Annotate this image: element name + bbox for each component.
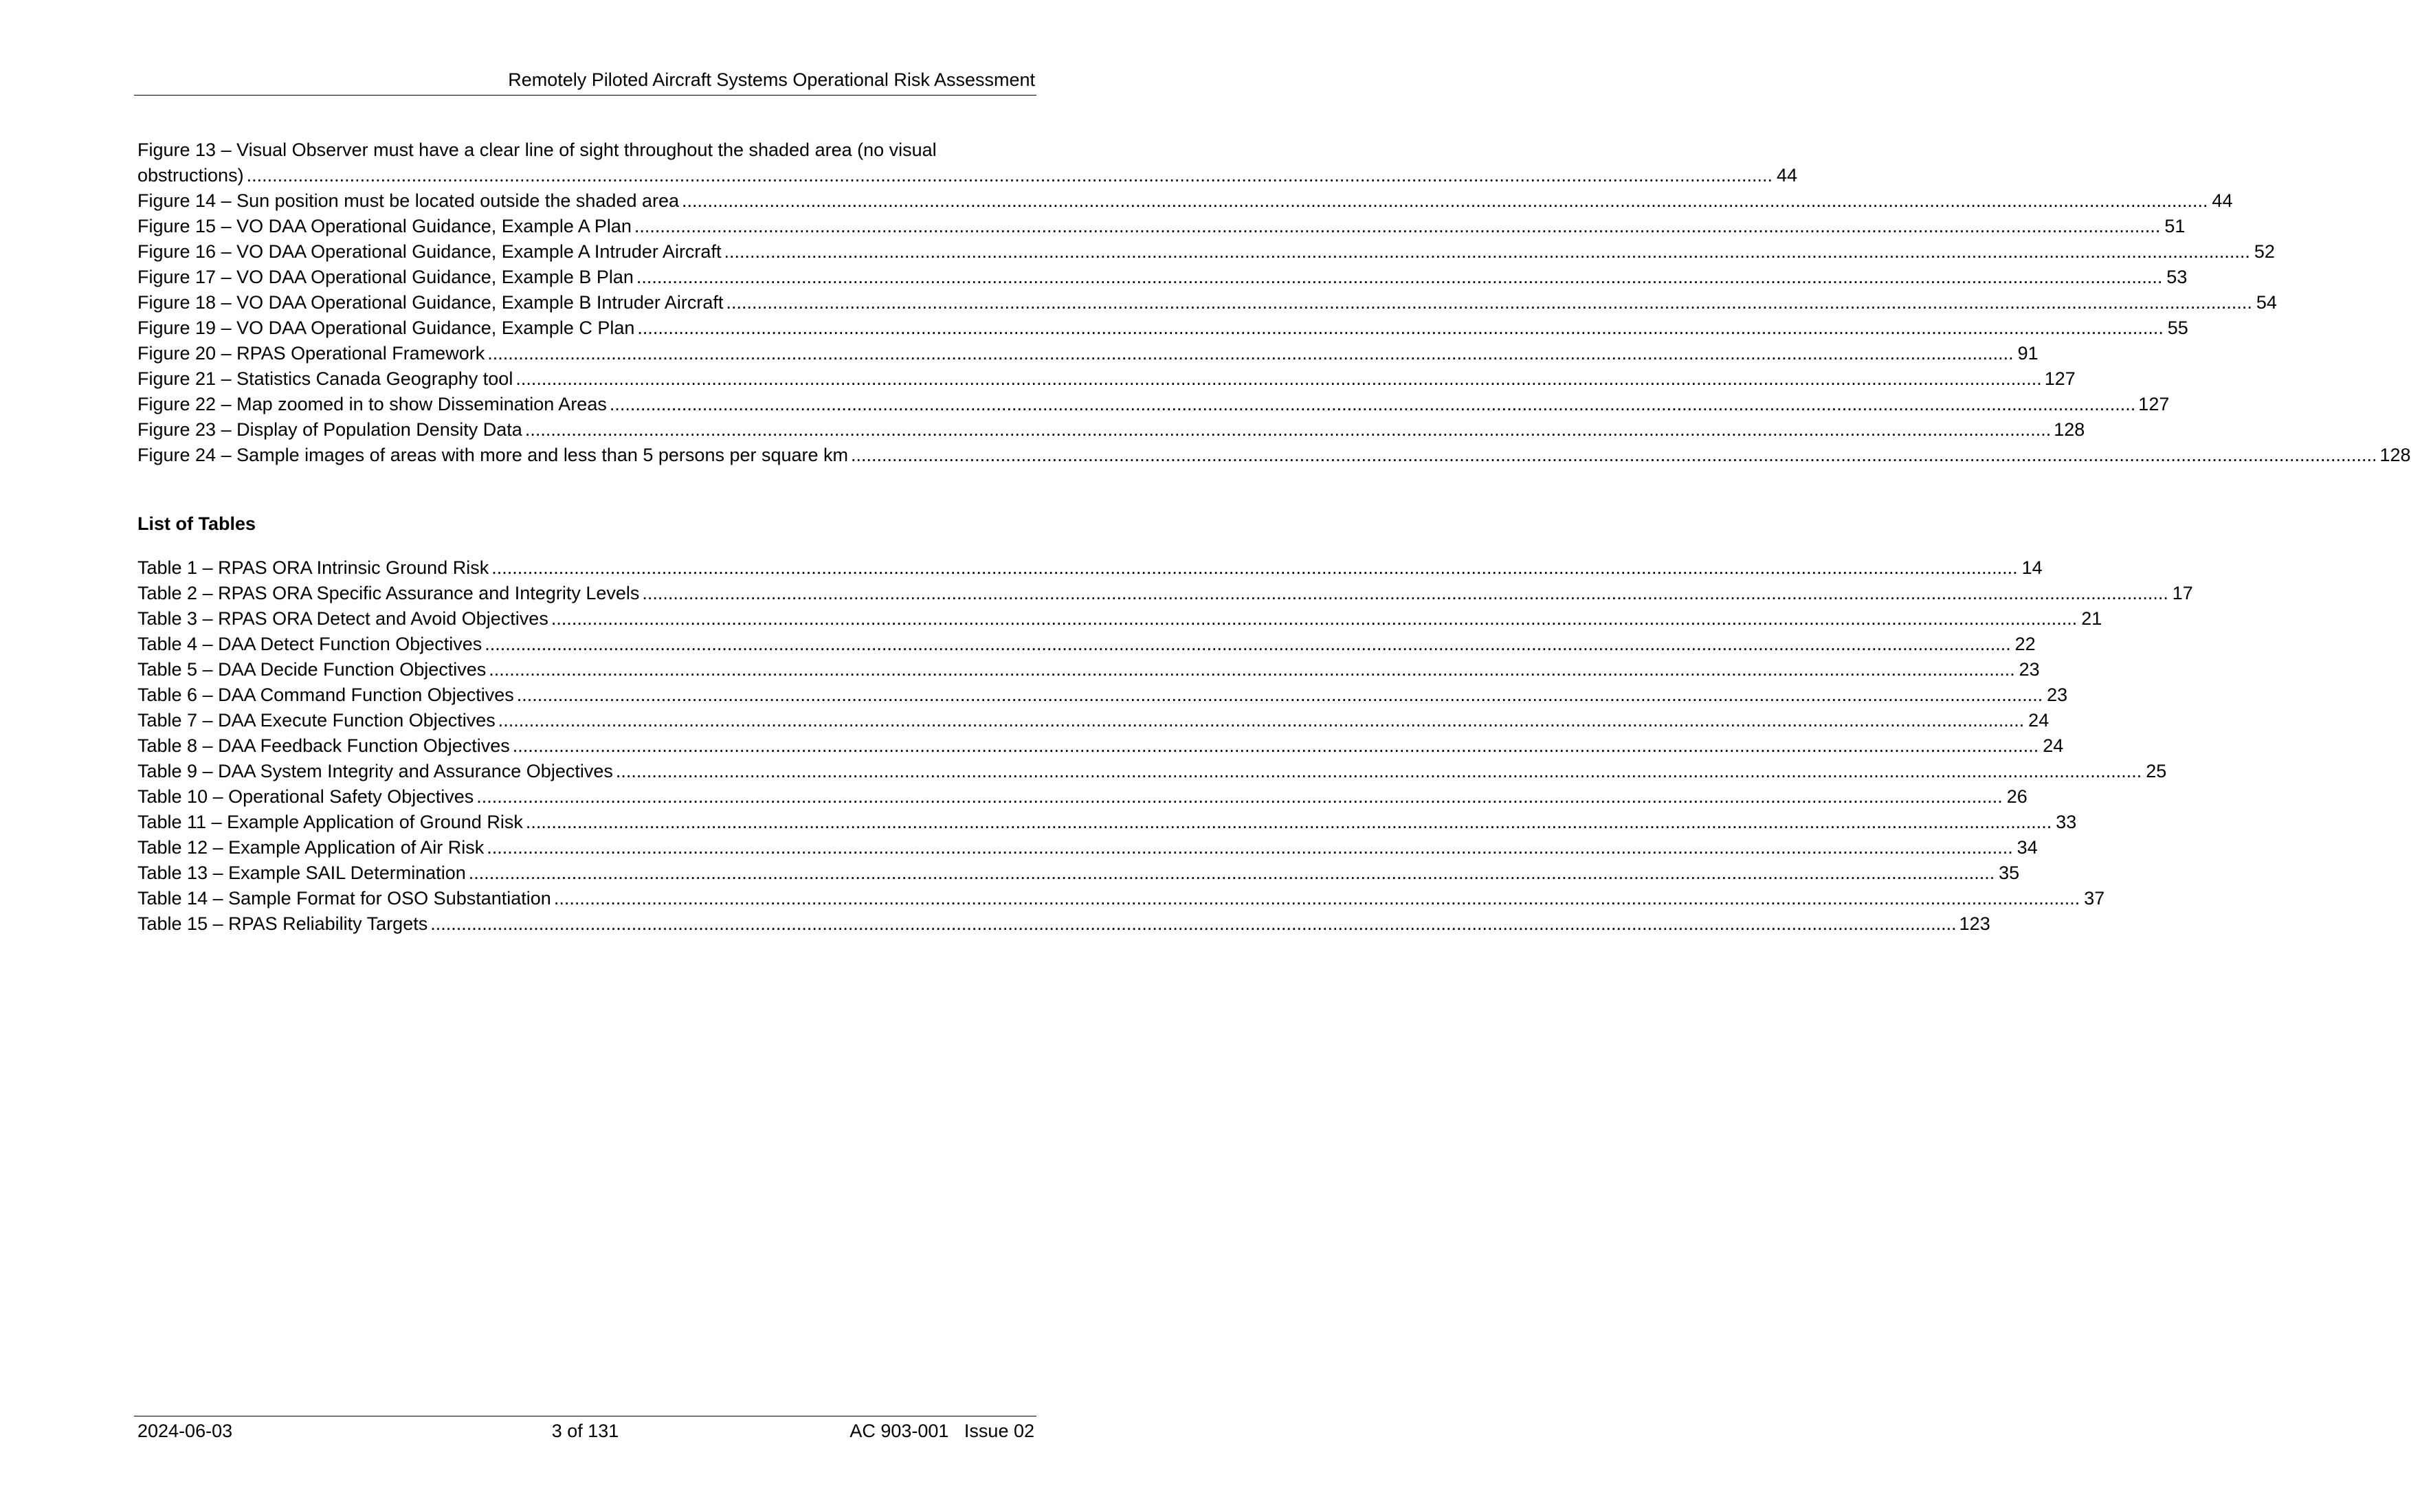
toc-entry-page: 55 xyxy=(2167,318,2188,338)
toc-entry-text: Table 2 – RPAS ORA Specific Assurance and Integrity Levels xyxy=(137,583,640,603)
toc-entry-text: Figure 21 – Statistics Canada Geography tool xyxy=(137,368,513,389)
dot-leader xyxy=(515,366,2041,392)
footer-document-id: AC 903-001 Issue 02 xyxy=(849,1421,1034,1441)
toc-entry-page: 23 xyxy=(2047,685,2068,705)
toc-entry-text: Table 9 – DAA System Integrity and Assurance Objectives xyxy=(137,761,613,781)
toc-entry-table[interactable] xyxy=(137,835,2038,860)
toc-entry-table[interactable] xyxy=(137,708,2049,733)
toc-entry-figure[interactable] xyxy=(137,392,2170,417)
dot-leader xyxy=(526,810,2052,835)
dot-leader xyxy=(498,708,2024,733)
toc-entry-page: 54 xyxy=(2256,292,2277,313)
dot-leader xyxy=(616,759,2142,784)
toc-entry-page: 23 xyxy=(2019,659,2040,680)
toc-entry-text: Figure 19 – VO DAA Operational Guidance, Example C Plan xyxy=(137,318,635,338)
dot-leader xyxy=(491,555,2017,581)
dot-leader xyxy=(517,682,2043,708)
toc-entry-text: Table 6 – DAA Command Function Objectives xyxy=(137,685,514,705)
dot-leader xyxy=(636,265,2162,290)
toc-entry-text: Table 12 – Example Application of Air Risk xyxy=(137,837,485,858)
toc-entry-text: Figure 20 – RPAS Operational Framework xyxy=(137,343,485,364)
toc-entry-page: 37 xyxy=(2084,888,2105,909)
list-of-tables-heading: List of Tables xyxy=(137,513,256,534)
dot-leader xyxy=(642,581,2168,606)
toc-entry-page: 44 xyxy=(1776,165,1798,186)
dot-leader xyxy=(513,733,2038,759)
dot-leader xyxy=(637,315,2163,341)
toc-entry-figure[interactable] xyxy=(137,417,2085,443)
toc-entry-text: Figure 22 – Map zoomed in to show Dissemination Areas xyxy=(137,394,607,414)
toc-entry-table[interactable] xyxy=(137,886,2105,911)
dot-leader xyxy=(489,657,2014,682)
dot-leader xyxy=(430,911,1956,937)
toc-entry-page: 53 xyxy=(2166,267,2188,287)
dot-leader xyxy=(487,341,2013,366)
toc-entry-page: 24 xyxy=(2043,735,2064,756)
toc-entry-figure[interactable] xyxy=(137,214,2186,239)
toc-entry-text: Figure 24 – Sample images of areas with more and less than 5 persons per square km xyxy=(137,445,849,465)
toc-entry-figure[interactable] xyxy=(137,137,1798,188)
toc-entry-text: Figure 14 – Sun position must be located outside the shaded area xyxy=(137,190,680,211)
toc-entry-page: 26 xyxy=(2006,786,2027,807)
header-title: Remotely Piloted Aircraft Systems Operational Risk Assessment xyxy=(508,69,1035,90)
dot-leader xyxy=(634,214,2160,239)
toc-entry-table[interactable] xyxy=(137,657,2040,682)
toc-entry-figure[interactable] xyxy=(137,443,2411,468)
toc-entry-page: 21 xyxy=(2081,608,2102,629)
toc-entry-text: Table 1 – RPAS ORA Intrinsic Ground Risk xyxy=(137,557,489,578)
dot-leader xyxy=(610,392,2135,417)
list-of-figures xyxy=(137,137,2411,468)
dot-leader xyxy=(487,835,2012,860)
toc-entry-text: Figure 16 – VO DAA Operational Guidance, Example A Intruder Aircraft xyxy=(137,241,722,262)
toc-entry-page: 51 xyxy=(2164,216,2186,236)
toc-entry-text: Figure 23 – Display of Population Density Data xyxy=(137,419,522,440)
dot-leader xyxy=(851,443,2377,468)
toc-entry-text: Table 7 – DAA Execute Function Objectives xyxy=(137,710,496,731)
list-of-tables xyxy=(137,555,2193,937)
toc-entry-figure[interactable] xyxy=(137,239,2275,265)
dot-leader xyxy=(724,239,2249,265)
toc-entry-figure[interactable] xyxy=(137,366,2076,392)
dot-leader xyxy=(485,632,2010,657)
toc-entry-table[interactable] xyxy=(137,733,2064,759)
toc-entry-page: 123 xyxy=(1959,913,1990,934)
toc-entry-page: 127 xyxy=(2138,394,2170,414)
toc-entry-page: 22 xyxy=(2014,634,2036,654)
footer-date: 2024-06-03 xyxy=(137,1421,233,1441)
toc-entry-table[interactable] xyxy=(137,682,2068,708)
toc-entry-page: 127 xyxy=(2044,368,2076,389)
toc-entry-text: Table 10 – Operational Safety Objectives xyxy=(137,786,474,807)
toc-entry-table[interactable] xyxy=(137,810,2077,835)
footer-page-number: 3 of 131 xyxy=(551,1421,619,1441)
toc-entry-page: 17 xyxy=(2172,583,2193,603)
toc-entry-text: Figure 15 – VO DAA Operational Guidance, Example A Plan xyxy=(137,216,632,236)
dot-leader xyxy=(476,784,2002,810)
dot-leader xyxy=(682,188,2208,214)
toc-entry-text: Table 5 – DAA Decide Function Objectives xyxy=(137,659,487,680)
toc-entry-table[interactable] xyxy=(137,632,2036,657)
toc-entry-figure[interactable] xyxy=(137,265,2188,290)
dot-leader xyxy=(726,290,2252,315)
page-header xyxy=(134,67,1036,96)
toc-entry-page: 35 xyxy=(1999,863,2020,883)
toc-entry-text: Figure 17 – VO DAA Operational Guidance, Example B Plan xyxy=(137,267,634,287)
toc-entry-page: 34 xyxy=(2016,837,2038,858)
toc-entry-text: Figure 13 – Visual Observer must have a clear line of sight throughout the shaded area (no visual xyxy=(137,140,937,160)
toc-entry-text: Table 15 – RPAS Reliability Targets xyxy=(137,913,428,934)
toc-entry-page: 33 xyxy=(2056,812,2077,832)
toc-entry-page: 128 xyxy=(2054,419,2085,440)
toc-entry-text: Table 4 – DAA Detect Function Objectives xyxy=(137,634,482,654)
toc-entry-text: Table 3 – RPAS ORA Detect and Avoid Objectives xyxy=(137,608,548,629)
toc-entry-text-continued: obstructions) xyxy=(137,165,244,186)
dot-leader xyxy=(551,606,2077,632)
toc-entry-page: 14 xyxy=(2021,557,2043,578)
toc-entry-text: Table 8 – DAA Feedback Function Objectives xyxy=(137,735,510,756)
dot-leader xyxy=(469,860,1995,886)
toc-entry-table[interactable] xyxy=(137,784,2027,810)
toc-entry-figure[interactable] xyxy=(137,315,2188,341)
dot-leader xyxy=(247,163,1773,188)
toc-entry-figure[interactable] xyxy=(137,290,2277,315)
toc-entry-page: 91 xyxy=(2017,343,2038,364)
toc-entry-table[interactable] xyxy=(137,911,1990,937)
toc-entry-table[interactable] xyxy=(137,759,2167,784)
toc-entry-text: Table 14 – Sample Format for OSO Substantiation xyxy=(137,888,551,909)
toc-entry-table[interactable] xyxy=(137,555,2043,581)
toc-entry-table[interactable] xyxy=(137,860,2020,886)
toc-entry-table[interactable] xyxy=(137,581,2193,606)
dot-leader xyxy=(525,417,2051,443)
dot-leader xyxy=(554,886,2080,911)
toc-entry-text: Table 13 – Example SAIL Determination xyxy=(137,863,466,883)
toc-entry-text: Table 11 – Example Application of Ground Risk xyxy=(137,812,523,832)
toc-entry-page: 25 xyxy=(2146,761,2167,781)
toc-entry-text: Figure 18 – VO DAA Operational Guidance, Example B Intruder Aircraft xyxy=(137,292,724,313)
toc-entry-page: 24 xyxy=(2028,710,2049,731)
toc-entry-figure[interactable] xyxy=(137,341,2038,366)
toc-entry-page: 52 xyxy=(2254,241,2275,262)
toc-entry-page: 44 xyxy=(2212,190,2233,211)
toc-entry-table[interactable] xyxy=(137,606,2102,632)
toc-entry-page: 128 xyxy=(2379,445,2411,465)
toc-entry-figure[interactable] xyxy=(137,188,2233,214)
